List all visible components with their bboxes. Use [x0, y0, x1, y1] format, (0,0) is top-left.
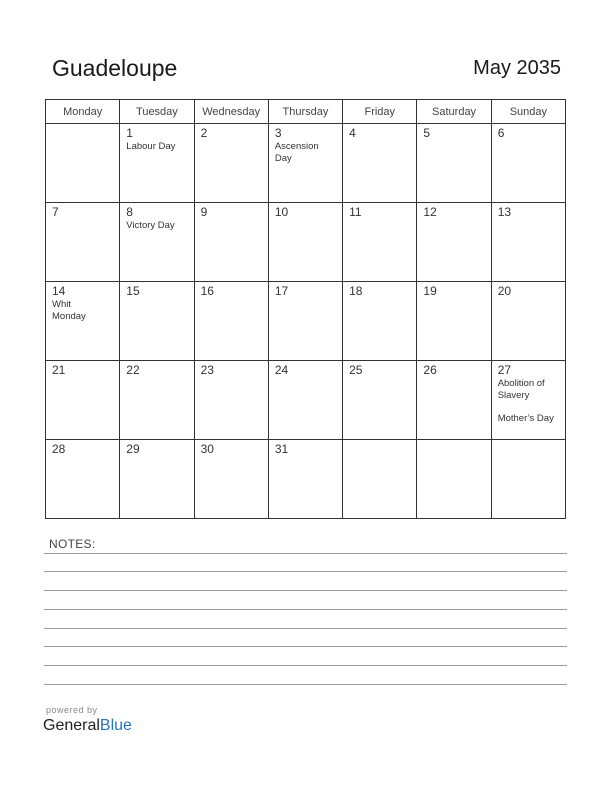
day-cell	[417, 440, 491, 519]
calendar-month-title: May 2035	[473, 57, 561, 79]
holiday-label: Ascension Day	[274, 141, 319, 164]
day-number: 20	[497, 284, 512, 298]
day-number: 23	[200, 363, 214, 377]
note-line	[44, 684, 567, 685]
day-number: 8	[126, 205, 133, 219]
day-cell	[343, 282, 417, 361]
day-number: 25	[349, 363, 363, 377]
day-number: 22	[126, 363, 140, 377]
generalblue-logo	[43, 717, 132, 735]
day-cell	[120, 124, 194, 203]
day-number: 17	[274, 284, 289, 298]
weekday-header: Tuesday	[120, 100, 194, 124]
powered-by-text: powered by	[46, 705, 98, 715]
day-cell	[120, 282, 194, 361]
weekday-header: Thursday	[268, 100, 342, 124]
day-cell	[194, 203, 268, 282]
day-number: 28	[52, 442, 66, 456]
day-cell	[343, 124, 417, 203]
day-number: 26	[423, 363, 437, 377]
day-cell	[417, 361, 491, 440]
day-cell	[120, 361, 194, 440]
note-line	[44, 590, 567, 591]
note-line	[44, 609, 567, 610]
day-number: 18	[349, 284, 363, 298]
holiday-label: Abolition of Slavery	[497, 378, 545, 401]
week-row	[46, 203, 566, 282]
weekday-header-row	[46, 100, 566, 124]
holiday-label: Labour Day	[126, 141, 176, 152]
calendar-country-title: Guadeloupe	[52, 55, 178, 81]
day-cell	[194, 440, 268, 519]
holiday-label: Whit Monday	[52, 299, 86, 322]
day-number: 29	[126, 442, 140, 456]
day-number: 5	[423, 126, 431, 140]
day-number: 27	[497, 363, 512, 377]
day-number: 10	[274, 205, 289, 219]
week-row	[46, 440, 566, 519]
note-line	[44, 571, 567, 572]
brand-general: General	[43, 717, 100, 734]
day-cell	[268, 440, 342, 519]
day-number: 3	[274, 126, 282, 140]
day-cell	[194, 282, 268, 361]
day-cell	[268, 282, 342, 361]
day-number: 19	[423, 284, 437, 298]
day-cell	[491, 361, 565, 440]
brand-blue: Blue	[99, 717, 132, 734]
note-line	[44, 646, 567, 647]
calendar-grid	[45, 99, 566, 519]
day-number: 24	[274, 363, 289, 377]
holiday-label: Victory Day	[126, 220, 175, 231]
day-cell	[491, 440, 565, 519]
day-cell	[46, 440, 120, 519]
day-number: 15	[126, 284, 140, 298]
day-number: 4	[349, 126, 356, 140]
holiday-label: Mother’s Day	[497, 413, 554, 424]
note-line	[44, 628, 567, 629]
day-cell	[46, 203, 120, 282]
day-number: 12	[423, 205, 437, 219]
day-cell	[417, 282, 491, 361]
day-cell	[194, 361, 268, 440]
day-cell	[343, 440, 417, 519]
day-number: 14	[52, 284, 66, 298]
day-cell	[343, 361, 417, 440]
day-number: 1	[126, 126, 133, 140]
weekday-header: Wednesday	[194, 100, 268, 124]
day-cell	[120, 203, 194, 282]
day-number: 13	[497, 205, 512, 219]
day-number: 9	[200, 205, 208, 219]
day-cell	[417, 124, 491, 203]
day-number: 7	[52, 205, 59, 219]
day-cell	[268, 203, 342, 282]
week-row	[46, 361, 566, 440]
week-row	[46, 124, 566, 203]
day-number: 31	[274, 442, 289, 456]
day-number: 16	[200, 284, 214, 298]
day-cell	[343, 203, 417, 282]
note-line	[44, 665, 567, 666]
day-cell	[268, 361, 342, 440]
weekday-header: Saturday	[417, 100, 491, 124]
day-cell	[491, 203, 565, 282]
day-number: 21	[52, 363, 66, 377]
notes-label: NOTES:	[49, 537, 96, 551]
weekday-header: Friday	[343, 100, 417, 124]
day-cell	[120, 440, 194, 519]
day-cell	[194, 124, 268, 203]
day-number: 11	[349, 205, 362, 219]
day-cell	[491, 124, 565, 203]
week-row	[46, 282, 566, 361]
day-number: 2	[200, 126, 208, 140]
day-cell	[491, 282, 565, 361]
day-cell	[46, 361, 120, 440]
day-cell	[268, 124, 342, 203]
day-cell	[417, 203, 491, 282]
day-cell	[46, 124, 120, 203]
day-cell	[46, 282, 120, 361]
day-number: 6	[497, 126, 505, 140]
day-number: 30	[200, 442, 214, 456]
weekday-header: Monday	[46, 100, 120, 124]
weekday-header: Sunday	[491, 100, 565, 124]
note-line	[44, 553, 567, 554]
